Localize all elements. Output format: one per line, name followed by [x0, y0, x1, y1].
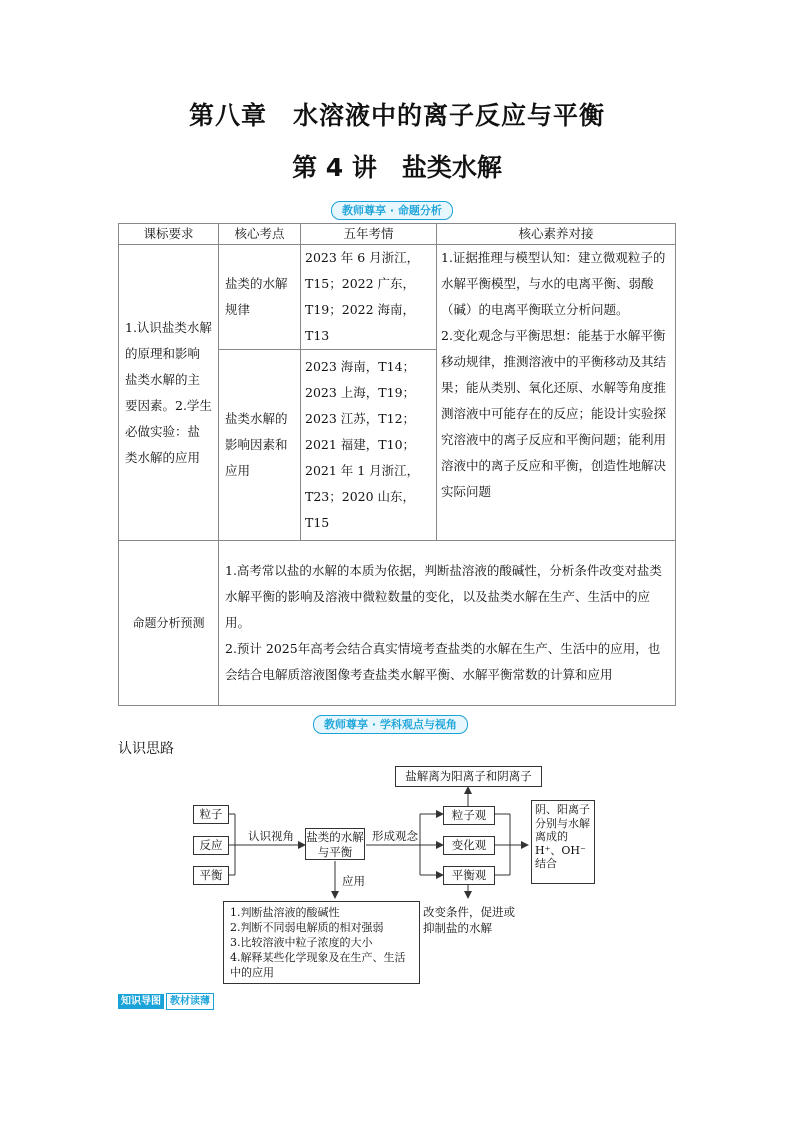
ion-combine-box: 阴、阳离子分别与水解离成的H⁺、OH⁻结合 — [531, 800, 595, 884]
lesson-title: 第 4 讲 盐类水解 — [292, 153, 502, 182]
view-label: 认识视角 — [248, 829, 294, 843]
forecast-cell: 1.高考常以盐的水解的本质为依据，判断盐溶液的酸碱性，分析条件改变对盐类水解平衡的影响及溶液中微粒数量的变化，以及盐类水解在生产、生活中的应用。 2.预计 2025年高考会结合真实情境考查盐类的水解在生产、生活中的应用，也会结合电解质溶液图像考查盐类水解平衡、水解平衡常数的计算和应用 — [219, 541, 676, 706]
header-exams: 五年考情 — [301, 224, 437, 245]
particle-view-box: 粒子观 — [443, 806, 495, 825]
section-title: 认识思路 — [118, 741, 174, 757]
forecast-label: 命题分析预测 — [119, 541, 219, 706]
form-label: 形成观念 — [372, 829, 418, 843]
chapter-title: 第八章 水溶液中的离子反应与平衡 — [188, 101, 605, 130]
tag-knowledge-map: 知识导图 — [118, 994, 164, 1009]
dissociation-box: 盐解离为阳离子和阴离子 — [395, 766, 542, 787]
literacy-cell: 1.证据推理与模型认知：建立微观粒子的水解平衡模型，与水的电离平衡、弱酸（碱）的电离平衡联立分析问题。 2.变化观念与平衡思想：能基于水解平衡移动规律，推测溶液中的平衡移动及其结果；能从类别、氧化还原、水解等角度推测溶液中可能存在的反应；能设计实验探究溶液中的离子反应和平衡问题；能利用溶液中的离子反应和平衡，创造性地解决实际问题 — [437, 245, 676, 541]
equilibrium-box: 平衡 — [193, 866, 229, 885]
teacher-banner-analysis: 教师尊享 · 命题分析 — [331, 201, 453, 220]
exam-cell: 2023 海南，T14；2023 上海，T19；2023 江苏，T12；2021 福建，T10；2021 年 1 月浙江，T23；2020 山东，T15 — [301, 350, 437, 541]
apply-item: 2.判断不同弱电解质的相对强弱 — [230, 921, 384, 934]
apply-item: 4.解释某些化学现象及在生产、生活中的应用 — [230, 951, 406, 979]
exam-cell: 2023 年 6 月浙江，T15；2022 广东，T19；2022 海南，T13 — [301, 245, 437, 350]
teacher-banner-view: 教师尊享 · 学科观点与视角 — [313, 715, 468, 734]
equilibrium-view-box: 平衡观 — [443, 866, 495, 885]
apply-item: 3.比较溶液中粒子浓度的大小 — [230, 936, 373, 949]
hydrolysis-center-box: 盐类的水解与平衡 — [306, 830, 364, 859]
topic-cell: 盐类的水解规律 — [219, 245, 301, 350]
condition-note: 改变条件，促进或抑制盐的水解 — [423, 905, 515, 935]
tag-textbook: 教材读薄 — [166, 993, 214, 1010]
requirements-cell: 1.认识盐类水解的原理和影响盐类水解的主要因素。2.学生必做实验：盐类水解的应用 — [119, 245, 219, 541]
header-topics: 核心考点 — [219, 224, 301, 245]
apply-item: 1.判断盐溶液的酸碱性 — [230, 906, 340, 919]
header-literacy: 核心素养对接 — [437, 224, 676, 245]
header-requirements: 课标要求 — [119, 224, 219, 245]
topic-cell: 盐类水解的影响因素和应用 — [219, 350, 301, 541]
particle-box: 粒子 — [193, 805, 229, 824]
reaction-box: 反应 — [193, 836, 229, 855]
apply-label: 应用 — [342, 874, 365, 888]
footer-tags — [118, 993, 216, 1008]
change-view-box: 变化观 — [443, 836, 495, 855]
apply-box — [223, 901, 420, 984]
